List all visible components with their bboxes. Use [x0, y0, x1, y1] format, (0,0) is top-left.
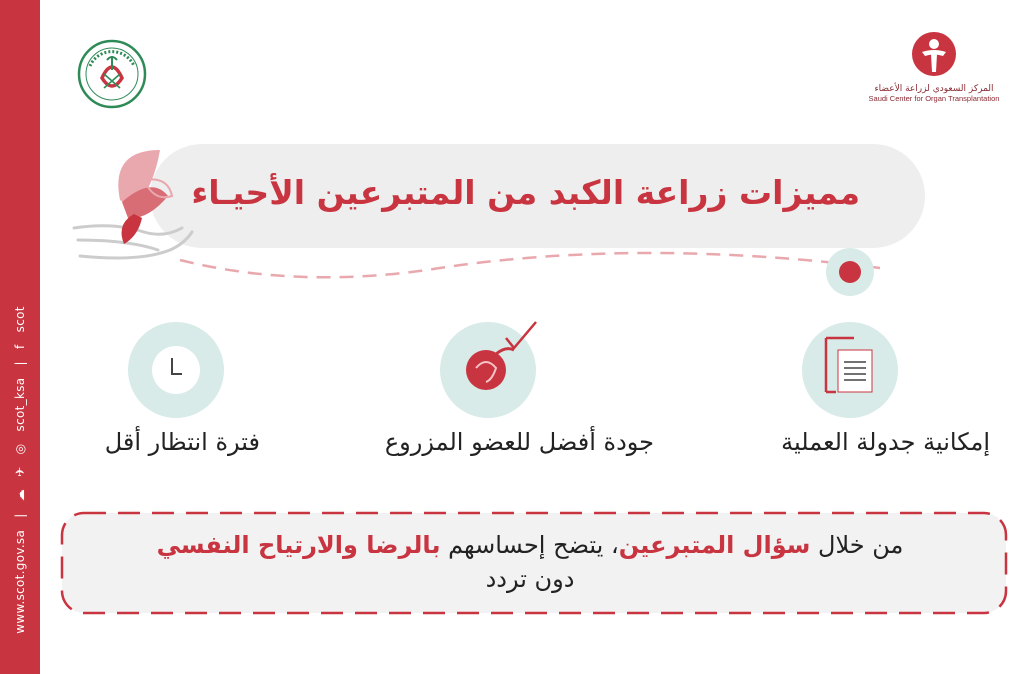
- sidebar-strip: [0, 0, 40, 674]
- document-icon: [820, 332, 880, 402]
- clock-icon: [150, 344, 202, 396]
- separator: |: [13, 361, 27, 366]
- social-links: [13, 302, 27, 638]
- facebook-icon: f: [13, 344, 27, 349]
- saudi-health-council-logo: [76, 38, 148, 110]
- page-title: مميزات زراعة الكبد من المتبرعين الأحيـاء: [191, 173, 860, 212]
- website-link[interactable]: www.scot.gov.sa: [13, 529, 27, 634]
- note-highlight-satisfaction: بالرضا والارتياح النفسي: [156, 531, 441, 559]
- feature-label-quality: جودة أفضل للعضو المزروع: [384, 428, 654, 456]
- note-highlight-donors: سؤال المتبرعين: [618, 531, 811, 559]
- facebook-link[interactable]: scot: [13, 306, 27, 333]
- snapchat-icon: ☁: [13, 488, 27, 502]
- scot-name-en: Saudi Center for Organ Transplantation: [868, 94, 1000, 103]
- twitter-icon: ✈: [13, 466, 27, 477]
- feature-label-schedule: إمكانية جدولة العملية: [781, 428, 990, 456]
- scot-logo: [868, 30, 1000, 110]
- note-part2: ، يتضح إحساسهم: [440, 531, 619, 559]
- instagram-icon: ◎: [13, 443, 27, 455]
- separator: |: [13, 513, 27, 518]
- decorative-butterfly-path: [70, 140, 890, 300]
- scot-emblem-icon: [908, 30, 960, 78]
- organ-check-icon: [456, 318, 540, 398]
- scot-name-ar: المركز السعودي لزراعة الأعضاء: [874, 84, 994, 94]
- feature-label-waiting: فترة انتظار أقل: [104, 428, 260, 456]
- handle-link[interactable]: scot_ksa: [13, 377, 27, 432]
- note-text: [80, 528, 980, 596]
- note-part1: من خلال: [810, 531, 904, 559]
- note-line2: دون تردد: [485, 565, 575, 593]
